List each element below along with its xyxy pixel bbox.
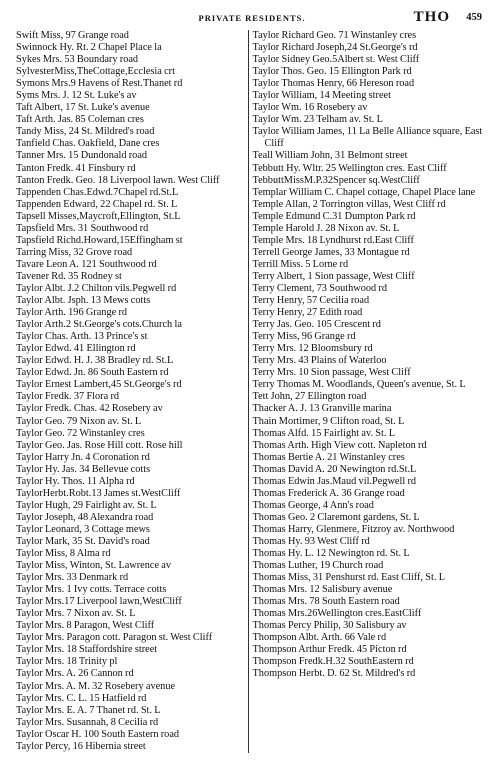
directory-entry: Tarring Miss, 32 Grove road [16, 246, 133, 258]
directory-entry: Taylor Albt. Jsph. 13 Mews cotts [16, 295, 151, 307]
directory-entry: Thacker A. J. 13 Granville marina [252, 403, 392, 415]
directory-entry: Taylor Thos. Geo. 15 Ellington Park rd [252, 66, 412, 78]
directory-entry: Temple Mrs. 18 Lyndhurst rd.East Cliff [252, 234, 414, 246]
directory-entry: Tanton Fredk. 41 Finsbury rd [16, 162, 136, 174]
directory-entry: Taylor William James, 11 La Belle Alliance square, East Cliff [252, 126, 483, 150]
directory-entry: Terry Thomas M. Woodlands, Queen's avenue, St. L [252, 379, 466, 391]
page-header [16, 8, 488, 30]
directory-entry: Thomas Harry, Glenmere, Fitzroy av. Northwood [252, 523, 455, 535]
directory-entry: Thomas Mrs.26Wellington cres.EastCliff [252, 608, 422, 620]
directory-entry: Taylor Mrs. C. L. 15 Hatfield rd [16, 692, 147, 704]
directory-entry: Taylor Miss, Winton, St. Lawrence av [16, 560, 172, 572]
directory-entry: Thomas Edwin Jas.Maud vil.Pegwell rd [252, 475, 417, 487]
directory-columns [16, 30, 488, 753]
directory-entry: Taylor Mrs. 1 Ivy cotts. Terrace cotts [16, 584, 167, 596]
directory-entry: Thomas Miss, 31 Penshurst rd. East Cliff, St. L [252, 572, 445, 584]
directory-entry: Taylor Miss, 8 Alma rd [16, 548, 111, 560]
page-number: 459 [466, 12, 482, 23]
directory-entry: Taylor Geo. Jas. Rose Hill cott. Rose hill [16, 439, 183, 451]
directory-entry: Taylor Mrs. Susannah, 8 Cecilia rd [16, 716, 159, 728]
directory-entry: Tapsfield Mrs. 31 Southwood rd [16, 222, 149, 234]
directory-entry: Taft Arth. Jas. 85 Coleman cres [16, 114, 144, 126]
directory-entry: Taylor Mrs. Paragon cott. Paragon st. West Cliff [16, 632, 213, 644]
directory-entry: SylvesterMiss,TheCottage,Ecclesia crt [16, 66, 175, 78]
directory-entry: Tandy Miss, 24 St. Mildred's road [16, 126, 155, 138]
directory-entry: Thompson Herbt. D. 62 St. Mildred's rd [252, 668, 416, 680]
directory-entry: Tappenden Chas.Edwd.7Chapel rd.St.L [16, 186, 179, 198]
directory-entry: Taylor Hugh, 29 Fairlight av. St. L [16, 499, 157, 511]
column-divider [248, 30, 249, 753]
directory-entry: Taylor Mrs. 33 Denmark rd [16, 572, 129, 584]
directory-entry: Thain Mortimer, 9 Clifton road, St. L [252, 415, 405, 427]
directory-entry: Thomas Arth. High View cott. Napleton rd [252, 439, 427, 451]
directory-entry: Taylor Edwd. H. J. 38 Bradley rd. St.L [16, 355, 174, 367]
directory-entry: Taylor Mrs. A. M. 32 Rosebery avenue [16, 680, 176, 692]
directory-entry: Taylor Sidney Geo.5Albert st. West Cliff [252, 54, 420, 66]
directory-entry: Thomas Luther, 19 Church road [252, 560, 384, 572]
directory-entry: Taylor Albt. J.2 Chilton vils.Pegwell rd [16, 282, 177, 294]
directory-entry: Taft Albert, 17 St. Luke's avenue [16, 102, 150, 114]
directory-entry: Terry Mrs. 10 Sion passage, West Cliff [252, 367, 411, 379]
directory-entry: Thomas Frederick A. 36 Grange road [252, 487, 405, 499]
directory-entry: Thomas George, 4 Ann's road [252, 499, 374, 511]
directory-entry: Syms Mrs. J. 12 St. Luke's av [16, 90, 137, 102]
directory-entry: Tapsell Misses,Maycroft,Ellington, St.L [16, 210, 181, 222]
directory-entry: Swift Miss, 97 Grange road [16, 30, 129, 41]
directory-entry: Templar William C. Chapel cottage, Chapel Place lane [252, 186, 476, 198]
directory-entry: Taylor Mark, 35 St. David's road [16, 535, 150, 547]
directory-entry: Terry Henry, 27 Edith road [252, 307, 363, 319]
directory-entry: Taylor Arth.2 St.George's cots.Church la [16, 319, 182, 331]
directory-entry: Taylor Harry Jn. 4 Coronation rd [16, 451, 150, 463]
directory-entry: Swinnock Hy. Rt. 2 Chapel Place la [16, 42, 162, 54]
directory-entry: Taylor Oscar H. 100 South Eastern road [16, 728, 180, 740]
directory-entry: Taylor Richard Joseph,24 St.George's rd [252, 42, 418, 54]
directory-entry: Temple Edmund C.31 Dumpton Park rd [252, 210, 416, 222]
directory-entry: Symons Mrs.9 Havens of Rest.Thanet rd [16, 78, 183, 90]
directory-entry: Taylor Hy. Thos. 11 Alpha rd [16, 475, 135, 487]
directory-entry: Taylor Fredk. 37 Flora rd [16, 391, 120, 403]
directory-entry: Taylor Mrs. 8 Paragon, West Cliff [16, 620, 155, 632]
directory-entry: Thomas David A. 20 Newington rd.St.L [252, 463, 417, 475]
directory-entry: Taylor Hy. Jas. 34 Bellevue cotts [16, 463, 151, 475]
directory-entry: Taylor Wm. 16 Rosebery av [252, 102, 368, 114]
directory-entry: Taylor Mrs.17 Liverpool lawn,WestCliff [16, 596, 182, 608]
directory-entry: Taylor Arth. 196 Grange rd [16, 307, 128, 319]
directory-entry: Tapsfield Richd.Howard,15Effingham st [16, 234, 183, 246]
directory-entry: Tanner Mrs. 15 Dundonald road [16, 150, 148, 162]
directory-entry: Taylor Percy, 16 Hibernia street [16, 740, 146, 752]
directory-entry: Sykes Mrs. 53 Boundary road [16, 54, 139, 66]
directory-entry: Taylor Wm. 23 Telham av. St. L [252, 114, 383, 126]
directory-entry: Temple Harold J. 28 Nixon av. St. L [252, 222, 400, 234]
directory-entry: Taylor Mrs. 18 Staffordshire street [16, 644, 158, 656]
directory-entry: Thomas Hy. L. 12 Newington rd. St. L [252, 548, 410, 560]
directory-entry: Taylor Thomas Henry, 66 Hereson road [252, 78, 415, 90]
directory-entry: Taylor William, 14 Meeting street [252, 90, 391, 102]
section-heading: PRIVATE RESIDENTS. [198, 13, 306, 23]
directory-entry: Thomas Bertie A. 21 Winstanley cres [252, 451, 405, 463]
directory-entry: Taylor Mrs. 7 Nixon av. St. L [16, 608, 136, 620]
directory-entry: Tanton Fredk. Geo. 18 Liverpool lawn. West Cliff [16, 174, 220, 186]
directory-entry: Taylor Geo. 79 Nixon av. St. L [16, 415, 142, 427]
directory-entry: Teall William John, 31 Belmont street [252, 150, 408, 162]
directory-entry: Terrill Miss. 5 Lorne rd [252, 258, 349, 270]
directory-entry: Terrell George James, 33 Montague rd [252, 246, 410, 258]
directory-entry: Taylor Richard Geo. 71 Winstanley cres [252, 30, 417, 41]
directory-entry: Terry Albert, 1 Sion passage, West Cliff [252, 270, 415, 282]
directory-entry: Tavare Leon A. 121 Southwood rd [16, 258, 157, 270]
directory-entry: Taylor Leonard, 3 Cottage mews [16, 523, 150, 535]
directory-entry: TebbuttMissM.P.32Spencer sq.WestCliff [252, 174, 420, 186]
directory-entry: Taylor Mrs. 18 Trinity pl [16, 656, 118, 668]
running-head: THO [413, 9, 450, 25]
directory-entry: Thomas Mrs. 12 Salisbury avenue [252, 584, 393, 596]
directory-entry: Tavener Rd. 35 Rodney st [16, 270, 122, 282]
directory-entry: Terry Henry, 57 Cecilia road [252, 295, 370, 307]
directory-entry: Taylor Fredk. Chas. 42 Rosebery av [16, 403, 163, 415]
directory-entry: Taylor Chas. Arth. 13 Prince's st [16, 331, 148, 343]
directory-entry: Tanfield Chas. Oakfield, Dane cres [16, 138, 160, 150]
left-column [16, 30, 249, 753]
directory-entry: Thomas Alfd. 15 Fairlight av. St. L [252, 427, 396, 439]
directory-entry: Terry Jas. Geo. 105 Crescent rd [252, 319, 381, 331]
directory-entry: Thomas Hy. 93 West Cliff rd [252, 535, 370, 547]
directory-entry: Tappenden Edward, 22 Chapel rd. St. L [16, 198, 178, 210]
directory-entry: Terry Miss, 96 Grange rd [252, 331, 356, 343]
directory-entry: Tebbutt Hy. Wltr. 25 Wellington cres. East Cliff [252, 162, 447, 174]
directory-entry: Thomas Geo. 2 Claremont gardens, St. L [252, 511, 420, 523]
directory-entry: Thomas Percy Philip, 30 Salisbury av [252, 620, 407, 632]
directory-entry: Taylor Mrs. A. 26 Cannon rd [16, 668, 134, 680]
directory-entry: Thompson Fredk.H.32 SouthEastern rd [252, 656, 414, 668]
directory-entry: Terry Mrs. 12 Bloomsbury rd [252, 343, 373, 355]
directory-entry: Tett John, 27 Ellington road [252, 391, 367, 403]
directory-entry: Taylor Edwd. 41 Ellington rd [16, 343, 136, 355]
directory-entry: Terry Clement, 73 Southwood rd [252, 282, 387, 294]
directory-entry: Thompson Arthur Fredk. 45 Picton rd [252, 644, 407, 656]
directory-entry: Temple Allan, 2 Torrington villas, West Cliff rd [252, 198, 446, 210]
directory-entry: Taylor Geo. 72 Winstanley cres [16, 427, 145, 439]
directory-entry: Taylor Mrs. E. A. 7 Thanet rd. St. L [16, 704, 161, 716]
directory-entry: Thompson Albt. Arth. 66 Vale rd [252, 632, 387, 644]
directory-entry: TaylorHerbt.Robt.13 James st.WestCliff [16, 487, 181, 499]
right-column [249, 30, 489, 753]
directory-entry: Taylor Edwd. Jn. 86 South Eastern rd [16, 367, 169, 379]
directory-entry: Taylor Ernest Lambert,45 St.George's rd [16, 379, 182, 391]
directory-entry: Taylor Joseph, 48 Alexandra road [16, 511, 154, 523]
directory-entry: Thomas Mrs. 78 South Eastern road [252, 596, 400, 608]
directory-entry: Terry Mrs. 43 Plains of Waterloo [252, 355, 387, 367]
